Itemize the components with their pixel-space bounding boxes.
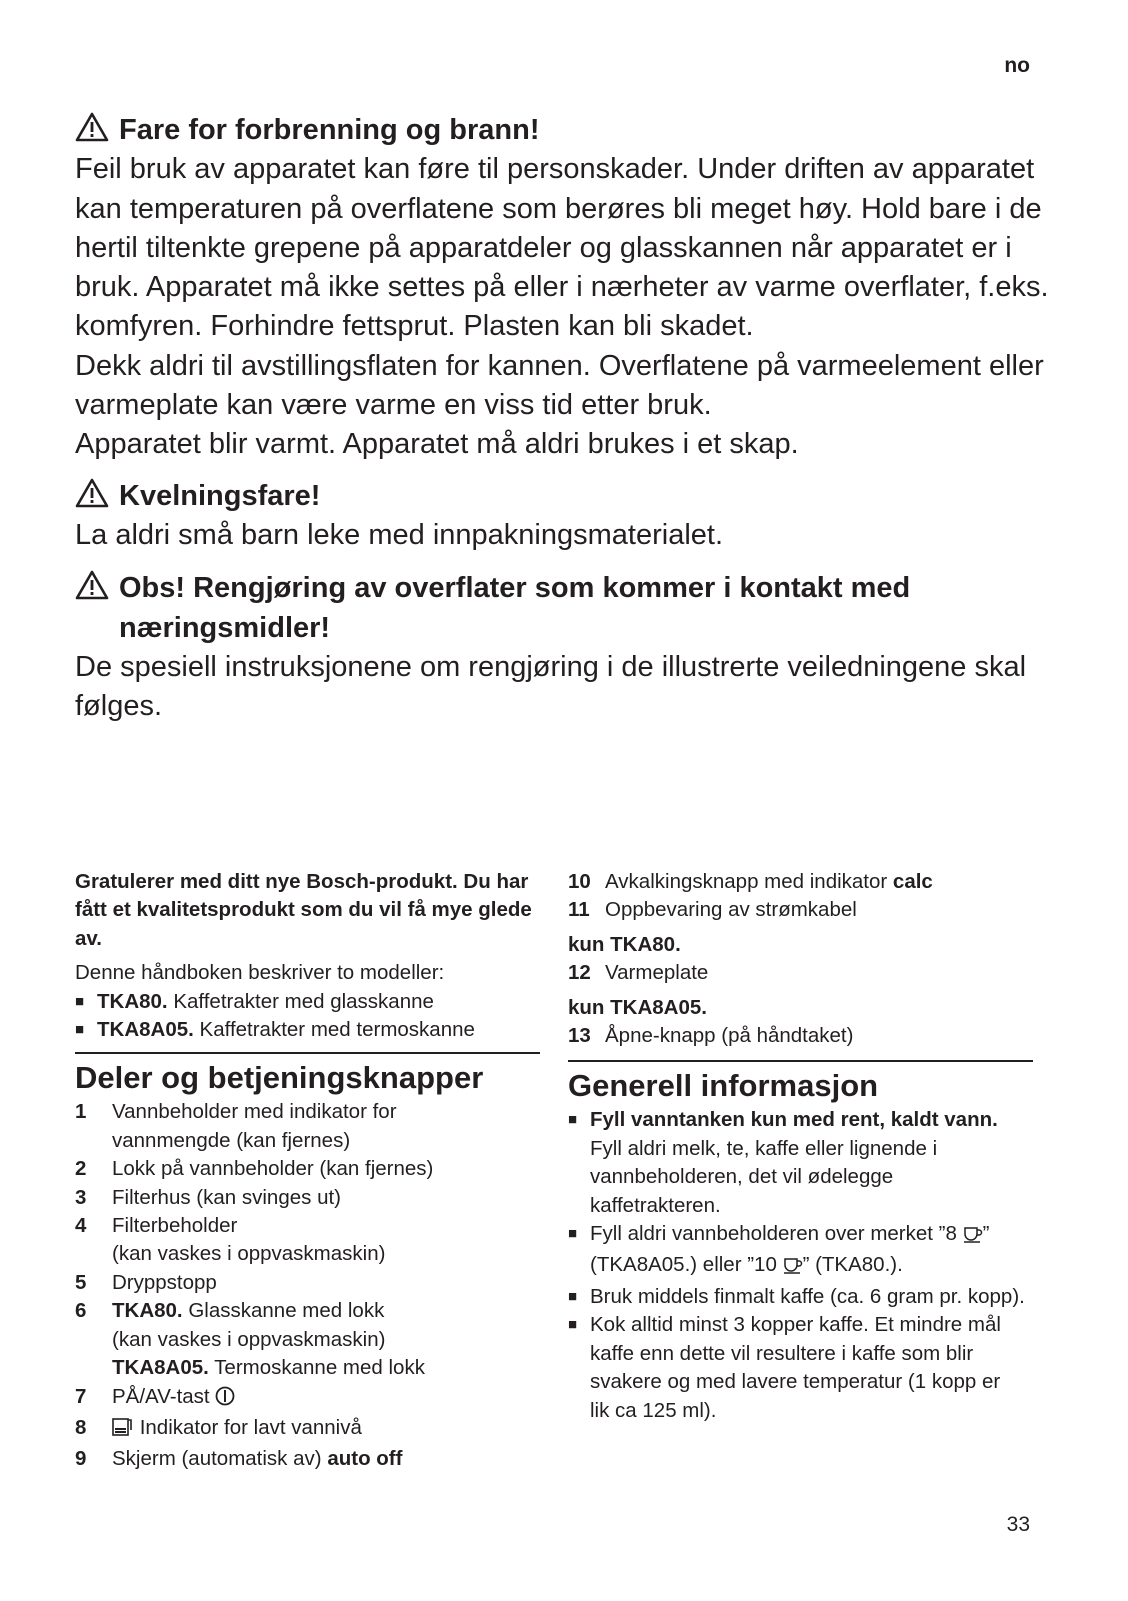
info-bullet: ■ Bruk middels finmalt kaffe (ca. 6 gram pr. kopp). [568,1283,1033,1311]
section-heading: Generell informasjon [568,1068,879,1104]
warning-block [75,111,1055,726]
bullet-icon: ■ [568,1316,578,1334]
list-item: 1 Vannbeholder med indikator for vannmengde (kan fjernes) [75,1100,397,1152]
list-item: 11 Oppbevaring av strømkabel [568,898,857,922]
list-item: 2 Lokk på vannbeholder (kan fjernes) [75,1157,434,1181]
list-item: 3 Filterhus (kan svinges ut) [75,1185,342,1209]
info-bullet: ■ Kok alltid minst 3 kopper kaffe. Et mindre mål kaffe enn dette vil resultere i kaffe som blir svakere og med lavere temperatur (1 kopp er lik ca 125 ml). [568,1311,1033,1425]
bullet-icon: ■ [568,1287,578,1305]
cup-icon [963,1223,983,1251]
warning-text: De spesiell instruksjonene om rengjøring i de illustrerte veiledningene skal følges. [75,650,1027,723]
list-item: 7 PÅ/AV-tast [75,1383,540,1414]
list-item: 12 Varmeplate [568,961,709,985]
list-item: 10 Avkalkingsknapp med indikator calc [568,870,933,893]
info-bullet: ■ Fyll aldri vannbeholderen over merket ”8 ” (TKA8A05.) eller ”10 ” (TKA80.). [568,1220,1033,1283]
power-icon [215,1386,235,1414]
model-subheading: kun TKA8A05. [568,995,707,1019]
divider [568,1060,1033,1062]
list-item: 13 Åpne-knapp (på håndtaket) [568,1024,854,1048]
warning-text: Apparatet blir varmt. Apparatet må aldri brukes i et skap. [75,428,799,461]
model-item: ■ TKA80. Kaffetrakter med glasskanne [75,988,540,1016]
list-item: 4 Filterbeholder (kan vaskes i oppvaskmaskin) [75,1214,386,1266]
bullet-icon: ■ [568,1111,578,1129]
page-number: 33 [1006,1513,1030,1536]
warning-text: La aldri små barn leke med innpakningsmaterialet. [75,518,724,551]
warning-text: Feil bruk av apparatet kan føre til personskader. Under driften av apparatet kan temperaturen på overflatene som berøres bli meget høy. Hold bare i de hertil tiltenkte grepene på apparatdeler og glasskannen når apparatet er i bruk. Apparatet må ikke settes på eller i nærheter av varme overflater, f.eks. komfyren. Forhindre fettsprut. Plasten kan bli skadet. [75,153,1049,343]
model-item: ■ TKA8A05. Kaffetrakter med termoskanne [75,1016,540,1044]
list-item: 9 Skjerm (automatisk av) auto off [75,1447,403,1471]
right-column [568,868,1033,1425]
list-item: 8 Indikator for lavt vannivå [75,1414,540,1445]
warning-triangle-icon [75,569,119,648]
bullet-icon: ■ [75,1021,85,1039]
section-heading: Deler og betjeningsknapper [75,1060,484,1096]
bullet-icon: ■ [75,992,85,1010]
warning-heading: Kvelningsfare! [75,477,1055,516]
warning-heading: Fare for forbrenning og brann! [75,111,1055,150]
divider [75,1052,540,1054]
list-item: 5 Dryppstopp [75,1270,217,1294]
low-water-icon [112,1417,134,1445]
warning-text: Dekk aldri til avstillingsflaten for kannen. Overflatene på varmeelement eller varmeplate kan være varme en viss tid etter bruk. [75,349,1044,422]
info-bullet: ■ Fyll vanntanken kun med rent, kaldt vann. Fyll aldri melk, te, kaffe eller lignende i vannbeholderen, det vil ødelegge kaffetrakteren. [568,1106,1033,1220]
model-subheading: kun TKA80. [568,932,681,956]
warning-heading: Obs! Rengjøring av overflater som kommer i kontakt med næringsmidler! [75,569,1055,648]
warning-triangle-icon [75,111,119,150]
bullet-icon: ■ [568,1225,578,1243]
warning-triangle-icon [75,477,119,516]
list-item: 6 TKA80. Glasskanne med lokk (kan vaskes i oppvaskmaskin) TKA8A05. Termoskanne med lokk [75,1299,425,1380]
left-column [75,868,540,1474]
congratulations-text: Gratulerer med ditt nye Bosch-produkt. Du har fått et kvalitetsprodukt som du vil få mye glede av. [75,870,532,950]
language-code: no [1004,54,1030,77]
models-intro: Denne håndboken beskriver to modeller: [75,961,445,985]
cup-icon [783,1254,803,1282]
